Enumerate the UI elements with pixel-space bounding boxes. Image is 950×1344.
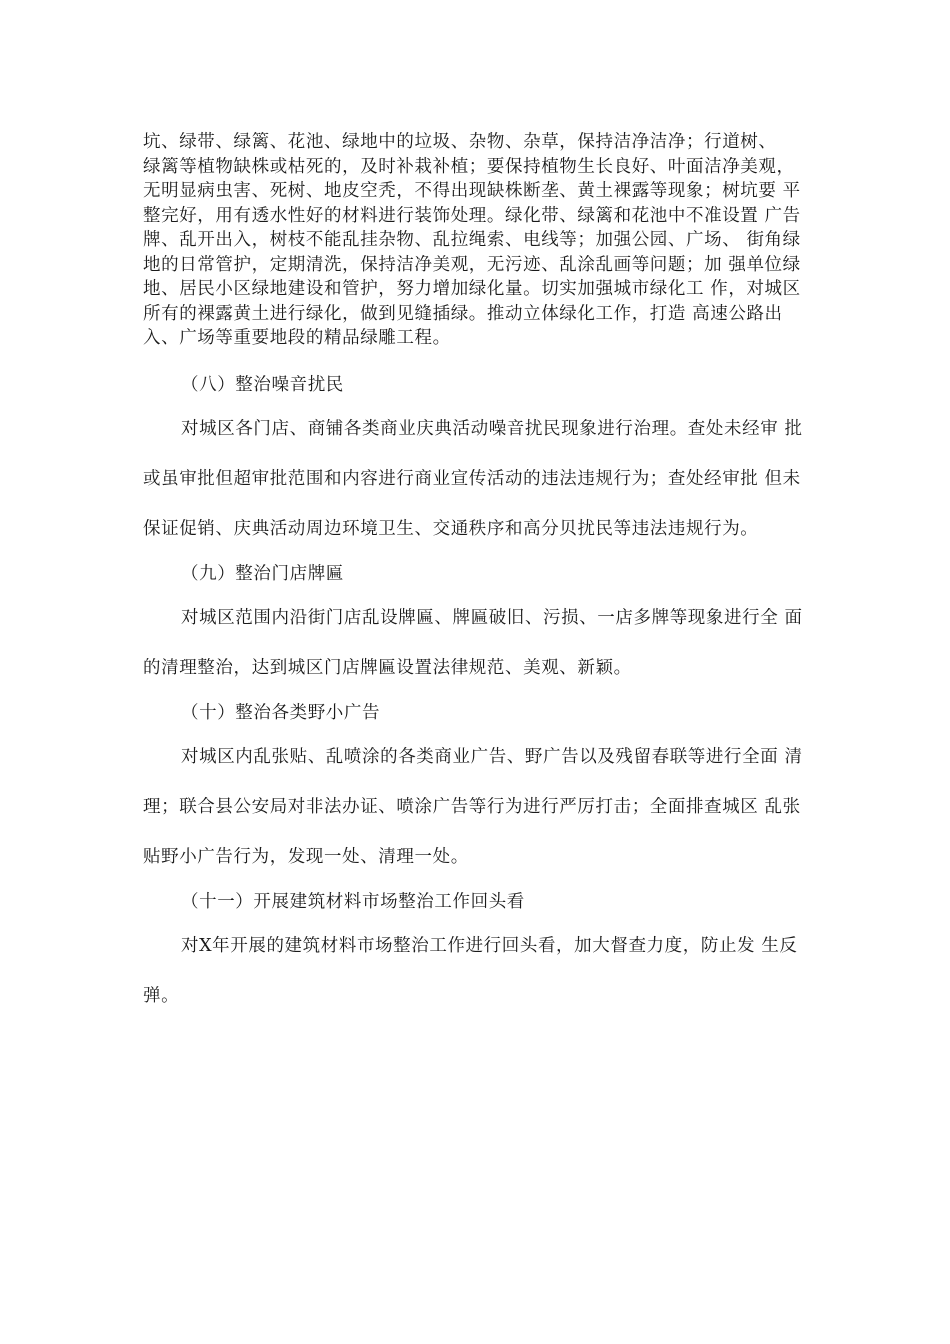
paragraph-line: 所有的裸露黄土进行绿化，做到见缝插绿。推动立体绿化工作，打造 高速公路出 bbox=[143, 303, 783, 324]
paragraph-line: 整完好，用有透水性好的材料进行装饰处理。绿化带、绿篱和花池中不准设置 广告 bbox=[143, 205, 801, 226]
section-paragraph-11 bbox=[143, 921, 823, 1021]
paragraph-line: 贴野小广告行为，发现一处、清理一处。 bbox=[143, 846, 469, 867]
paragraph-line: 理；联合县公安局对非法办证、喷涂广告等行为进行严厉打击；全面排查城区 乱张 bbox=[143, 796, 801, 817]
section-heading-10: （十）整治各类野小广告 bbox=[181, 702, 381, 723]
paragraph-line: 地、居民小区绿地建设和管护，努力增加绿化量。切实加强城市绿化工 作，对城区 bbox=[143, 279, 801, 299]
section-heading-8: （八）整治噪音扰民 bbox=[181, 374, 344, 395]
paragraph-line: 或虽审批但超审批范围和内容进行商业宣传活动的违法违规行为；查处经审批 但未 bbox=[143, 468, 801, 489]
paragraph-line: 牌、乱开出入，树枝不能乱挂杂物、乱拉绳索、电线等；加强公园、广场、 街角绿 bbox=[143, 230, 801, 250]
paragraph-line: 弹。 bbox=[143, 985, 180, 1006]
paragraph-line: 无明显病虫害、死树、地皮空秃，不得出现缺株断垄、黄土裸露等现象；树坑要 平 bbox=[143, 181, 801, 201]
paragraph-line: 坑、绿带、绿篱、花池、绿地中的垃圾、杂物、杂草，保持洁净洁净；行道树、 bbox=[143, 132, 777, 152]
paragraph-line: 保证促销、庆典活动周边环境卫生、交通秩序和高分贝扰民等违法违规行为。 bbox=[143, 518, 759, 539]
paragraph-line: 绿篱等植物缺株或枯死的，及时补栽补植；要保持植物生长良好、叶面洁净美观， bbox=[143, 156, 795, 177]
paragraph-line: 的清理整治，达到城区门店牌匾设置法律规范、美观、新颖。 bbox=[143, 657, 632, 678]
section-paragraph-10 bbox=[143, 732, 823, 882]
paragraph-line: 对城区各门店、商铺各类商业庆典活动噪音扰民现象进行治理。查处未经审 批 bbox=[181, 418, 803, 439]
section-paragraph-9 bbox=[143, 593, 823, 693]
paragraph-line: 对城区范围内沿街门店乱设牌匾、牌匾破旧、污损、一店多牌等现象进行全 面 bbox=[181, 607, 803, 628]
paragraph-line: 地的日常管护，定期清洗，保持洁净美观，无污迹、乱涂乱画等问题；加 强单位绿 bbox=[143, 254, 801, 275]
section-paragraph-8 bbox=[143, 404, 823, 554]
document-page bbox=[143, 130, 823, 1021]
section-heading-9: （九）整治门店牌匾 bbox=[181, 563, 344, 584]
section-heading-11: （十一）开展建筑材料市场整治工作回头看 bbox=[181, 891, 525, 912]
paragraph-line: 入、广场等重要地段的精品绿雕工程。 bbox=[143, 328, 451, 348]
paragraph-line: 对城区内乱张贴、乱喷涂的各类商业广告、野广告以及残留春联等进行全面 清 bbox=[181, 746, 803, 767]
greening-paragraph bbox=[143, 130, 823, 351]
paragraph-line: 对X年开展的建筑材料市场整治工作进行回头看，加大督查力度，防止发 生反 bbox=[181, 935, 798, 956]
